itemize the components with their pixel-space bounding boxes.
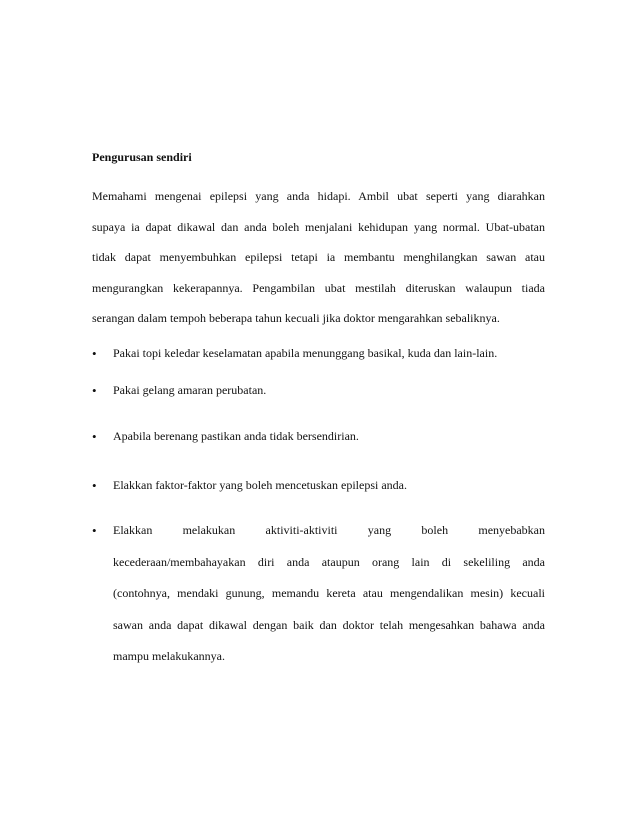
bullet-text: Pakai topi keledar keselamatan apabila menunggang basikal, kuda dan lain-lain. bbox=[113, 346, 498, 360]
section-heading: Pengurusan sendiri bbox=[92, 150, 192, 164]
paragraph-line: Memahami mengenai epilepsi yang anda hidapi. Ambil ubat seperti yang diarahkan bbox=[92, 189, 545, 203]
bullet-text: Apabila berenang pastikan anda tidak bersendirian. bbox=[113, 429, 359, 443]
paragraph-line: mengurangkan kekerapannya. Pengambilan ubat mestilah diteruskan walaupun tiada bbox=[92, 280, 545, 295]
bullet-text-line: sawan anda dapat dikawal dengan baik dan doktor telah mengesahkan bahawa anda bbox=[113, 617, 545, 632]
paragraph-line: supaya ia dapat dikawal dan anda boleh menjalani kehidupan yang normal. Ubat-ubatan bbox=[92, 219, 545, 234]
bullet-item bbox=[92, 523, 545, 663]
bullet-text: Pakai gelang amaran perubatan. bbox=[113, 383, 267, 397]
bullet-text-line: (contohnya, mendaki gunung, memandu kereta atau mengendalikan mesin) kecuali bbox=[113, 586, 545, 600]
bullet-icon: • bbox=[92, 523, 97, 538]
bullet-text-line: mampu melakukannya. bbox=[113, 649, 225, 663]
bullet-text bbox=[113, 523, 545, 681]
bullet-text-line: kecederaan/membahayakan diri anda ataupun orang lain di sekeliling anda bbox=[113, 554, 545, 569]
bullet-icon: • bbox=[92, 429, 97, 444]
bullet-text-line: Elakkan melakukan aktiviti-aktiviti yang boleh menyebabkan bbox=[113, 523, 545, 537]
paragraph-line: tidak dapat menyembuhkan epilepsi tetapi ia membantu menghilangkan sawan atau bbox=[92, 250, 545, 265]
bullet-icon: • bbox=[92, 346, 97, 361]
document-page bbox=[92, 0, 545, 826]
bullet-icon: • bbox=[92, 478, 97, 493]
paragraph-line: serangan dalam tempoh beberapa tahun kecuali jika doktor mengarahkan sebaliknya. bbox=[92, 311, 500, 326]
bullet-text: Elakkan faktor-faktor yang boleh mencetuskan epilepsi anda. bbox=[113, 478, 407, 492]
bullet-icon: • bbox=[92, 383, 97, 398]
intro-paragraph bbox=[92, 181, 545, 334]
